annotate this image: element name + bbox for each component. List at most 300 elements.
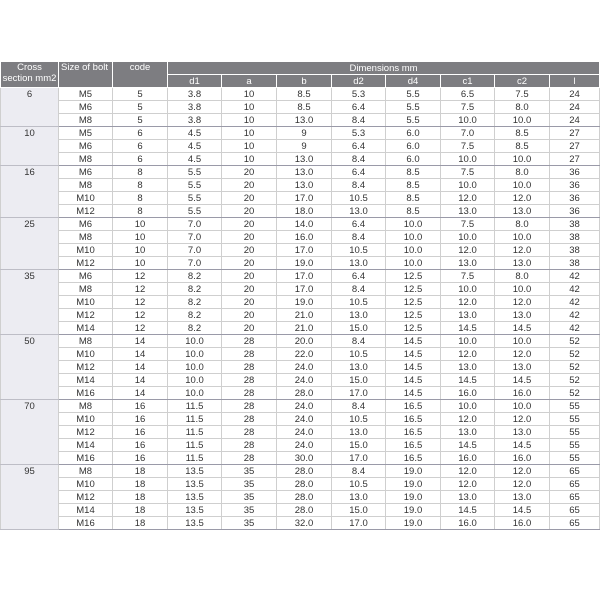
dimension-cell: 16.0 <box>495 387 550 400</box>
dimension-cell: 8.5 <box>386 205 441 218</box>
bolt-size-cell: M12 <box>59 426 113 439</box>
header-dim-c2: c2 <box>495 75 550 88</box>
dimension-cell: 16.5 <box>386 426 441 439</box>
dimension-cell: 8.5 <box>386 179 441 192</box>
header-dim-d1: d1 <box>168 75 222 88</box>
dimension-cell: 8.2 <box>168 270 222 283</box>
code-cell: 16 <box>113 400 168 413</box>
dimension-cell: 16.0 <box>441 387 495 400</box>
dimension-cell: 12.0 <box>441 465 495 478</box>
code-cell: 8 <box>113 179 168 192</box>
header-dim-b: b <box>277 75 332 88</box>
dimension-cell: 10 <box>222 114 277 127</box>
dimension-cell: 17.0 <box>332 387 386 400</box>
dimension-cell: 14.5 <box>495 504 550 517</box>
code-cell: 8 <box>113 166 168 179</box>
dimension-cell: 22.0 <box>277 348 332 361</box>
code-cell: 12 <box>113 270 168 283</box>
code-cell: 8 <box>113 192 168 205</box>
dimension-cell: 36 <box>550 179 600 192</box>
dimension-cell: 17.0 <box>332 452 386 465</box>
dimension-cell: 3.8 <box>168 88 222 101</box>
dimension-cell: 13.0 <box>495 257 550 270</box>
code-cell: 10 <box>113 257 168 270</box>
dimension-cell: 55 <box>550 439 600 452</box>
dimension-cell: 19.0 <box>386 504 441 517</box>
dimension-cell: 6.4 <box>332 101 386 114</box>
cross-section-cell: 50 <box>1 335 59 400</box>
header-cross-section: Cross section mm2 <box>1 62 59 88</box>
dimension-cell: 10.0 <box>386 257 441 270</box>
dimension-cell: 38 <box>550 231 600 244</box>
dimension-cell: 5.5 <box>168 179 222 192</box>
dimension-cell: 15.0 <box>332 322 386 335</box>
dimension-cell: 13.0 <box>277 153 332 166</box>
dimension-cell: 10 <box>222 140 277 153</box>
dimension-cell: 10.0 <box>168 348 222 361</box>
dimension-cell: 8.4 <box>332 153 386 166</box>
dimension-cell: 52 <box>550 374 600 387</box>
code-cell: 5 <box>113 114 168 127</box>
dimension-cell: 20 <box>222 205 277 218</box>
dimension-cell: 13.0 <box>332 491 386 504</box>
code-cell: 6 <box>113 140 168 153</box>
code-cell: 14 <box>113 335 168 348</box>
dimension-cell: 19.0 <box>277 257 332 270</box>
dimension-cell: 55 <box>550 413 600 426</box>
header-dimensions: Dimensions mm <box>168 62 600 75</box>
dimension-cell: 13.0 <box>441 426 495 439</box>
dimension-cell: 14.5 <box>386 361 441 374</box>
dimension-cell: 20.0 <box>277 335 332 348</box>
dimension-cell: 35 <box>222 517 277 530</box>
dimension-cell: 65 <box>550 517 600 530</box>
table-row <box>1 452 600 465</box>
dimension-cell: 12.0 <box>441 348 495 361</box>
dimension-cell: 6.4 <box>332 218 386 231</box>
dimension-cell: 12.0 <box>441 244 495 257</box>
dimension-cell: 10 <box>222 101 277 114</box>
dimension-cell: 15.0 <box>332 374 386 387</box>
header-dim-d4: d4 <box>386 75 441 88</box>
bolt-size-cell: M6 <box>59 270 113 283</box>
dimension-cell: 16.0 <box>441 517 495 530</box>
dimension-cell: 7.0 <box>168 231 222 244</box>
bolt-size-cell: M12 <box>59 257 113 270</box>
dimension-cell: 14.5 <box>495 322 550 335</box>
dimension-cell: 20 <box>222 179 277 192</box>
dimension-cell: 4.5 <box>168 140 222 153</box>
dimension-cell: 12.0 <box>441 192 495 205</box>
code-cell: 14 <box>113 361 168 374</box>
dimension-cell: 7.5 <box>495 88 550 101</box>
table-row <box>1 153 600 166</box>
dimension-cell: 13.5 <box>168 465 222 478</box>
dimension-cell: 10.5 <box>332 296 386 309</box>
dimension-cell: 12.0 <box>495 465 550 478</box>
header-size-of-bolt: Size of bolt <box>59 62 113 88</box>
dimension-cell: 10.0 <box>168 387 222 400</box>
code-cell: 18 <box>113 517 168 530</box>
bolt-size-cell: M6 <box>59 140 113 153</box>
dimension-cell: 20 <box>222 192 277 205</box>
dimension-cell: 13.5 <box>168 517 222 530</box>
bolt-size-cell: M10 <box>59 244 113 257</box>
dimension-cell: 28.0 <box>277 491 332 504</box>
table-row <box>1 205 600 218</box>
dimension-cell: 16.0 <box>441 452 495 465</box>
bolt-size-cell: M8 <box>59 400 113 413</box>
dimension-cell: 42 <box>550 309 600 322</box>
dimension-cell: 10.0 <box>495 335 550 348</box>
dimension-cell: 11.5 <box>168 426 222 439</box>
dimension-cell: 4.5 <box>168 153 222 166</box>
dimension-cell: 10.5 <box>332 478 386 491</box>
dimension-cell: 12.5 <box>386 322 441 335</box>
table-row <box>1 114 600 127</box>
code-cell: 16 <box>113 426 168 439</box>
code-cell: 6 <box>113 127 168 140</box>
dimension-cell: 13.0 <box>495 205 550 218</box>
dimension-cell: 12.5 <box>386 309 441 322</box>
dimension-cell: 11.5 <box>168 400 222 413</box>
dimension-cell: 24 <box>550 88 600 101</box>
dimension-cell: 28 <box>222 452 277 465</box>
dimension-cell: 4.5 <box>168 127 222 140</box>
header-code: code <box>113 62 168 88</box>
dimension-cell: 16.5 <box>386 400 441 413</box>
bolt-size-cell: M14 <box>59 439 113 452</box>
dimension-cell: 9 <box>277 127 332 140</box>
dimension-cell: 20 <box>222 322 277 335</box>
bolt-size-cell: M8 <box>59 231 113 244</box>
dimension-cell: 10.0 <box>168 335 222 348</box>
dimension-cell: 8.4 <box>332 179 386 192</box>
dimension-cell: 13.0 <box>441 309 495 322</box>
dimension-cell: 24.0 <box>277 361 332 374</box>
dimension-cell: 10.0 <box>441 231 495 244</box>
table-row <box>1 335 600 348</box>
dimension-cell: 10.0 <box>386 244 441 257</box>
dimension-cell: 8.2 <box>168 322 222 335</box>
dimension-cell: 12.0 <box>441 296 495 309</box>
dimension-cell: 24.0 <box>277 439 332 452</box>
dimension-cell: 55 <box>550 400 600 413</box>
bolt-size-cell: M6 <box>59 101 113 114</box>
bolt-size-cell: M8 <box>59 114 113 127</box>
cross-section-cell: 6 <box>1 88 59 127</box>
bolt-size-cell: M10 <box>59 413 113 426</box>
dimension-cell: 19.0 <box>386 491 441 504</box>
dimension-cell: 16.5 <box>386 439 441 452</box>
dimension-cell: 10 <box>222 127 277 140</box>
bolt-size-cell: M5 <box>59 88 113 101</box>
table-row <box>1 257 600 270</box>
dimension-cell: 8.0 <box>495 101 550 114</box>
dimension-cell: 6.4 <box>332 140 386 153</box>
bolt-size-cell: M6 <box>59 166 113 179</box>
dimension-cell: 28 <box>222 335 277 348</box>
dimension-cell: 17.0 <box>277 244 332 257</box>
dimension-cell: 5.5 <box>386 88 441 101</box>
dimension-cell: 6.0 <box>386 140 441 153</box>
dimension-cell: 8.0 <box>495 218 550 231</box>
header-dim-d2: d2 <box>332 75 386 88</box>
dimension-cell: 17.0 <box>277 192 332 205</box>
table-row <box>1 270 600 283</box>
bolt-size-cell: M10 <box>59 478 113 491</box>
dimension-cell: 20 <box>222 231 277 244</box>
dimension-cell: 24.0 <box>277 374 332 387</box>
dimension-cell: 8.4 <box>332 114 386 127</box>
dimension-cell: 10.0 <box>386 231 441 244</box>
dimension-cell: 38 <box>550 257 600 270</box>
bolt-size-cell: M16 <box>59 517 113 530</box>
bolt-size-cell: M8 <box>59 465 113 478</box>
table-row <box>1 400 600 413</box>
bolt-size-cell: M16 <box>59 452 113 465</box>
dimension-cell: 13.0 <box>495 426 550 439</box>
dimension-cell: 20 <box>222 270 277 283</box>
dimension-cell: 27 <box>550 153 600 166</box>
dimension-cell: 12.0 <box>441 413 495 426</box>
dimension-cell: 13.0 <box>277 114 332 127</box>
dimension-cell: 10.0 <box>168 361 222 374</box>
code-cell: 14 <box>113 348 168 361</box>
dimension-cell: 10.0 <box>441 400 495 413</box>
dimension-cell: 13.0 <box>332 257 386 270</box>
dimension-cell: 6.5 <box>441 88 495 101</box>
dimension-cell: 5.5 <box>168 166 222 179</box>
bolt-size-cell: M8 <box>59 335 113 348</box>
dimension-cell: 8.2 <box>168 309 222 322</box>
dimension-cell: 10.0 <box>495 231 550 244</box>
code-cell: 18 <box>113 465 168 478</box>
header-dim-c1: c1 <box>441 75 495 88</box>
code-cell: 8 <box>113 205 168 218</box>
code-cell: 18 <box>113 504 168 517</box>
dimension-cell: 13.5 <box>168 504 222 517</box>
dimension-cell: 8.4 <box>332 400 386 413</box>
code-cell: 12 <box>113 296 168 309</box>
code-cell: 16 <box>113 439 168 452</box>
code-cell: 6 <box>113 153 168 166</box>
dimension-cell: 8.5 <box>277 101 332 114</box>
dimension-cell: 17.0 <box>332 517 386 530</box>
dimension-cell: 11.5 <box>168 452 222 465</box>
dimension-cell: 12.0 <box>495 348 550 361</box>
dimension-cell: 16.0 <box>495 517 550 530</box>
bolt-size-cell: M12 <box>59 361 113 374</box>
dimension-cell: 13.0 <box>332 309 386 322</box>
bolt-size-cell: M5 <box>59 127 113 140</box>
dimension-cell: 7.5 <box>441 218 495 231</box>
dimension-cell: 5.5 <box>168 205 222 218</box>
bolt-size-cell: M10 <box>59 348 113 361</box>
dimension-cell: 8.5 <box>386 192 441 205</box>
table-row <box>1 296 600 309</box>
dimension-cell: 18.0 <box>277 205 332 218</box>
dimension-cell: 10.0 <box>495 179 550 192</box>
bolt-size-cell: M16 <box>59 387 113 400</box>
dimension-cell: 14.5 <box>441 504 495 517</box>
dimension-cell: 65 <box>550 465 600 478</box>
dimension-cell: 42 <box>550 283 600 296</box>
dimension-cell: 20 <box>222 218 277 231</box>
dimension-cell: 19.0 <box>386 517 441 530</box>
dimension-cell: 28 <box>222 361 277 374</box>
dimension-cell: 28 <box>222 400 277 413</box>
table-row <box>1 322 600 335</box>
dimension-cell: 42 <box>550 270 600 283</box>
dimension-cell: 7.5 <box>441 101 495 114</box>
cross-section-cell: 25 <box>1 218 59 270</box>
dimension-cell: 13.0 <box>441 257 495 270</box>
dimension-cell: 14.5 <box>386 387 441 400</box>
bolt-size-cell: M8 <box>59 153 113 166</box>
table-body <box>1 88 600 530</box>
dimension-cell: 28.0 <box>277 465 332 478</box>
dimension-cell: 13.0 <box>332 361 386 374</box>
dimension-cell: 35 <box>222 491 277 504</box>
dimension-cell: 10 <box>222 153 277 166</box>
code-cell: 5 <box>113 101 168 114</box>
dimension-cell: 6.4 <box>332 270 386 283</box>
dimension-cell: 8.2 <box>168 296 222 309</box>
dimension-cell: 5.5 <box>386 101 441 114</box>
table-row <box>1 231 600 244</box>
dimension-cell: 8.4 <box>332 231 386 244</box>
dimension-cell: 7.5 <box>441 270 495 283</box>
dimension-cell: 20 <box>222 283 277 296</box>
dimension-cell: 12.0 <box>495 478 550 491</box>
table-row <box>1 244 600 257</box>
table-row <box>1 179 600 192</box>
table-row <box>1 413 600 426</box>
table-row <box>1 127 600 140</box>
dimension-cell: 8.4 <box>332 465 386 478</box>
bolt-size-cell: M10 <box>59 192 113 205</box>
dimension-cell: 6.0 <box>386 127 441 140</box>
dimension-cell: 15.0 <box>332 439 386 452</box>
dimension-cell: 13.0 <box>332 426 386 439</box>
dimension-cell: 13.5 <box>168 491 222 504</box>
dimension-cell: 28 <box>222 413 277 426</box>
dimension-cell: 8.0 <box>495 270 550 283</box>
dimension-cell: 38 <box>550 218 600 231</box>
dimension-cell: 35 <box>222 465 277 478</box>
dimension-cell: 8.4 <box>332 335 386 348</box>
dimension-cell: 11.5 <box>168 439 222 452</box>
code-cell: 16 <box>113 413 168 426</box>
bolt-size-cell: M12 <box>59 205 113 218</box>
dimension-cell: 10.0 <box>495 153 550 166</box>
dimension-cell: 65 <box>550 491 600 504</box>
dimension-cell: 12.5 <box>386 283 441 296</box>
dimension-cell: 13.0 <box>277 166 332 179</box>
table-row <box>1 309 600 322</box>
dimension-cell: 8.0 <box>495 166 550 179</box>
dimension-cell: 28.0 <box>277 478 332 491</box>
dimension-cell: 5.5 <box>386 114 441 127</box>
dimension-cell: 13.0 <box>441 361 495 374</box>
code-cell: 18 <box>113 491 168 504</box>
dimension-cell: 10.0 <box>495 114 550 127</box>
dimension-cell: 14.5 <box>386 374 441 387</box>
dimensions-table <box>0 61 600 530</box>
dimension-cell: 7.5 <box>441 140 495 153</box>
table-row <box>1 140 600 153</box>
dimension-cell: 42 <box>550 322 600 335</box>
dimension-cell: 10 <box>222 88 277 101</box>
dimension-cell: 35 <box>222 504 277 517</box>
table-row <box>1 348 600 361</box>
table-row <box>1 88 600 101</box>
dimension-cell: 7.0 <box>168 257 222 270</box>
dimension-cell: 9 <box>277 140 332 153</box>
dimension-cell: 12.5 <box>386 270 441 283</box>
bolt-size-cell: M14 <box>59 504 113 517</box>
dimension-cell: 5.3 <box>332 127 386 140</box>
dimension-cell: 13.0 <box>277 179 332 192</box>
dimension-cell: 14.5 <box>495 439 550 452</box>
bolt-size-cell: M10 <box>59 296 113 309</box>
header-dim-l: l <box>550 75 600 88</box>
dimension-cell: 52 <box>550 348 600 361</box>
dimension-cell: 16.5 <box>386 452 441 465</box>
dimension-cell: 5.3 <box>332 88 386 101</box>
table-header <box>1 62 600 88</box>
dimension-cell: 28 <box>222 387 277 400</box>
bolt-size-cell: M8 <box>59 283 113 296</box>
dimension-cell: 13.0 <box>495 491 550 504</box>
dimension-cell: 27 <box>550 140 600 153</box>
code-cell: 16 <box>113 452 168 465</box>
dimension-cell: 8.5 <box>277 88 332 101</box>
dimension-cell: 20 <box>222 257 277 270</box>
dimension-cell: 27 <box>550 127 600 140</box>
code-cell: 10 <box>113 218 168 231</box>
dimension-cell: 52 <box>550 387 600 400</box>
dimension-cell: 8.2 <box>168 283 222 296</box>
cross-section-cell: 95 <box>1 465 59 530</box>
dimension-cell: 14.0 <box>277 218 332 231</box>
bolt-size-cell: M12 <box>59 309 113 322</box>
bolt-size-cell: M8 <box>59 179 113 192</box>
dimension-cell: 28.0 <box>277 504 332 517</box>
dimension-cell: 10.0 <box>441 179 495 192</box>
dimension-cell: 36 <box>550 192 600 205</box>
dimension-cell: 19.0 <box>277 296 332 309</box>
dimension-cell: 24 <box>550 101 600 114</box>
table-row <box>1 491 600 504</box>
dimension-cell: 20 <box>222 309 277 322</box>
bolt-size-cell: M6 <box>59 218 113 231</box>
dimension-cell: 12.0 <box>495 296 550 309</box>
bolt-size-cell: M12 <box>59 491 113 504</box>
dimension-cell: 5.5 <box>168 192 222 205</box>
dimension-cell: 6.0 <box>386 153 441 166</box>
dimension-cell: 14.5 <box>441 322 495 335</box>
dimension-cell: 15.0 <box>332 504 386 517</box>
dimension-cell: 10.5 <box>332 244 386 257</box>
dimension-cell: 19.0 <box>386 478 441 491</box>
dimension-cell: 10.5 <box>332 192 386 205</box>
dimension-cell: 17.0 <box>277 283 332 296</box>
dimension-cell: 52 <box>550 361 600 374</box>
table-row <box>1 283 600 296</box>
table-row <box>1 478 600 491</box>
